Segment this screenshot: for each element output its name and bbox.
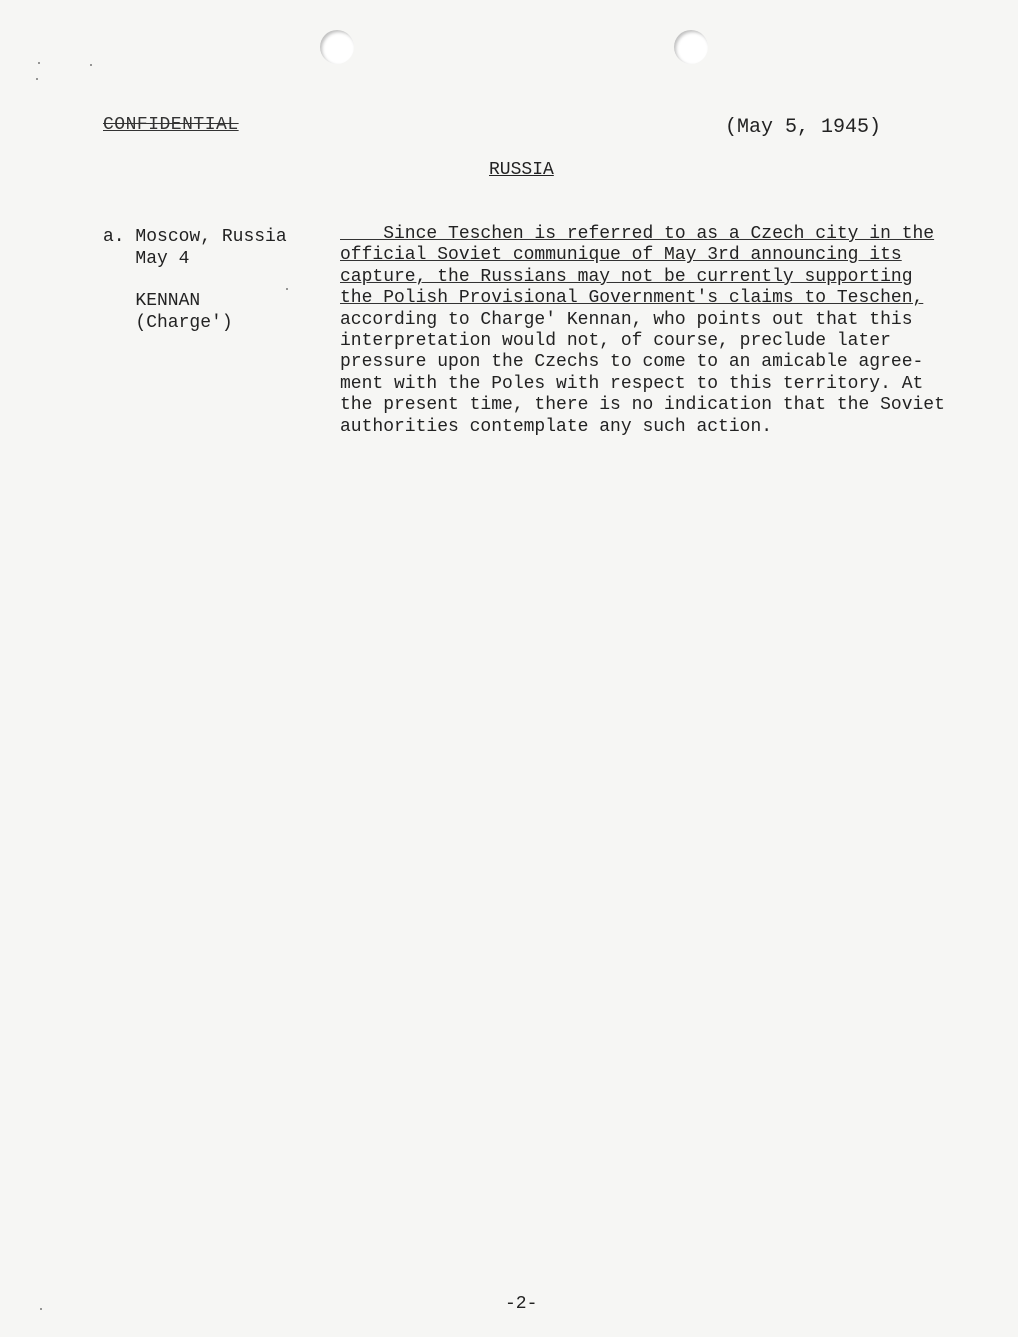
paper-speck [38,62,40,64]
body-line: capture, the Russians may not be currently supporting [340,266,913,287]
body-line: authorities contemplate any such action. [340,416,773,437]
document-date: (May 5, 1945) [725,116,882,139]
source-location: Moscow, Russia [135,227,287,247]
reporter-name: KENNAN [135,291,201,311]
page-number: -2- [505,1294,538,1314]
source-location-line [103,226,287,248]
body-line: official Soviet communique of May 3rd announcing its [340,245,902,266]
report-paragraph [340,224,950,438]
body-line: Since Teschen is referred to as a Czech city in the [340,224,935,244]
spacer [103,270,287,290]
source-block [103,226,287,334]
body-line: interpretation would not, of course, preclude later [340,331,891,352]
punch-hole-right [674,30,708,64]
body-line: according to Charge' Kennan, who points out that this [340,309,913,330]
reporter-title: (Charge') [135,313,233,333]
reporter-title-line [103,312,287,334]
paper-speck [36,78,38,80]
body-line: the Polish Provisional Government's claims to Teschen, [340,288,924,309]
body-line: pressure upon the Czechs to come to an amicable agree- [340,352,924,373]
item-label: a. [103,227,125,247]
body-line: ment with the Poles with respect to this territory. At [340,373,924,394]
paper-speck [40,1308,42,1310]
punch-hole-left [320,30,354,64]
source-date-line [103,248,287,270]
classification-marking: CONFIDENTIAL [103,115,239,135]
section-title: RUSSIA [489,160,554,180]
body-line: the present time, there is no indication that the Soviet [340,395,945,416]
source-date: May 4 [135,249,190,269]
paper-speck [90,64,92,66]
reporter-line [103,290,287,312]
